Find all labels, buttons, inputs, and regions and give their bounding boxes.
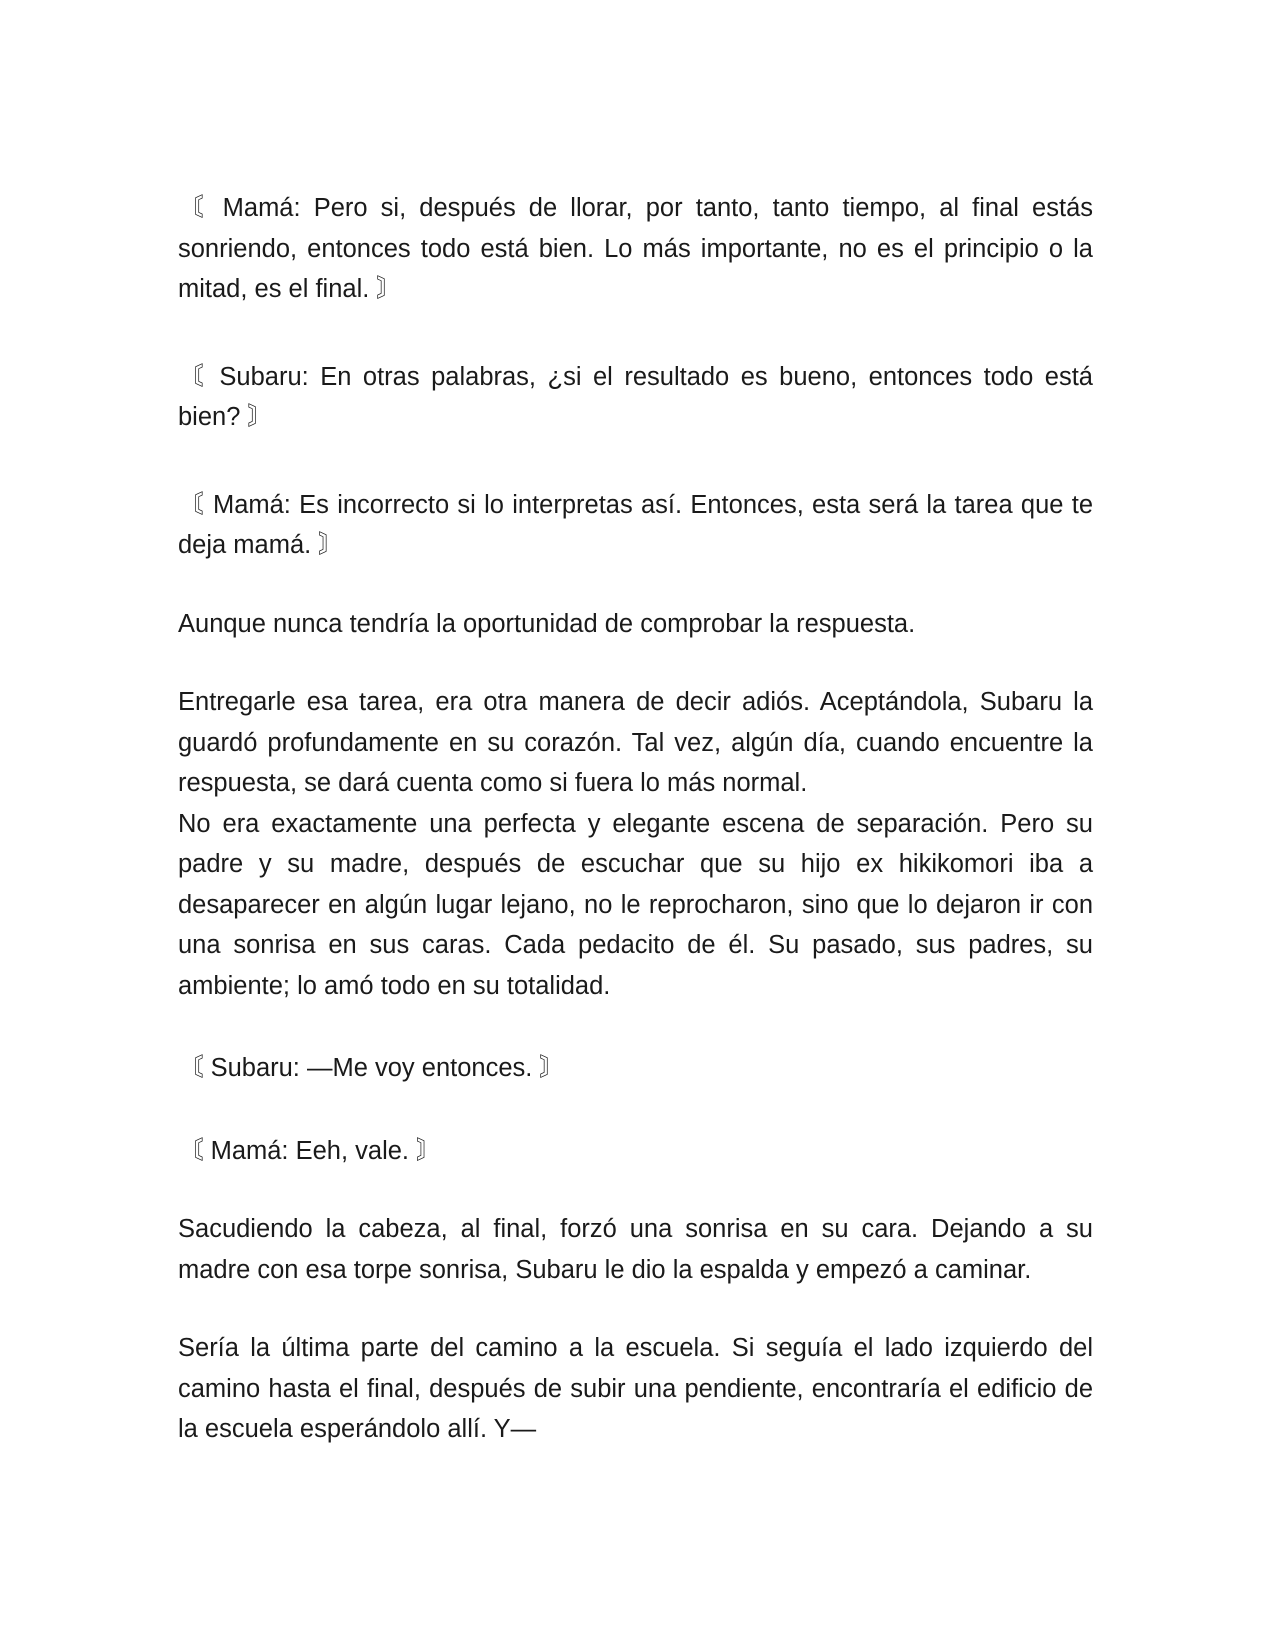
narration-paragraph-3: No era exactamente una perfecta y elegante escena de separación. Pero su padre y su madre, después de escuchar que su hijo ex hikikomori iba a desaparecer en algún lugar lejano, no le reprocharon, sino que lo dejaron ir con una sonrisa en sus caras. Cada pedacito de él. Su pasado, sus padres, su ambiente; lo amó todo en su totalidad. (178, 809, 1093, 1000)
narration-paragraph-2: Entregarle esa tarea, era otra manera de decir adiós. Aceptándola, Subaru la guardó profundamente en su corazón. Tal vez, algún día, cuando encuentre la respuesta, se dará cuenta como si fuera lo más normal. (178, 688, 1093, 797)
dialogue-mama-1: 〘 Mamá: Pero si, después de llorar, por tanto, tanto tiempo, al final estás sonriendo, entonces todo está bien. Lo más importante, no es el principio o la mitad, es el final. 〙 (178, 194, 1093, 303)
dialogue-subaru-1: 〘 Subaru: En otras palabras, ¿si el resultado es bueno, entonces todo está bien? 〙 (178, 362, 1093, 431)
narration-paragraph-5: Sería la última parte del camino a la escuela. Si seguía el lado izquierdo del camino hasta el final, después de subir una pendiente, encontraría el edificio de la escuela esperándolo allí. Y— (178, 1334, 1093, 1443)
dialogue-mama-3: 〘 Mamá: Eeh, vale. 〙 (178, 1136, 442, 1165)
document-page (178, 188, 1093, 1450)
dialogue-subaru-2: 〘 Subaru: —Me voy entonces. 〙 (178, 1054, 565, 1082)
dialogue-mama-2: 〘 Mamá: Es incorrecto si lo interpretas así. Entonces, esta será la tarea que te deja mamá. 〙 (178, 490, 1093, 559)
narration-paragraph-1: Aunque nunca tendría la oportunidad de comprobar la respuesta. (178, 609, 916, 638)
narration-paragraph-4: Sacudiendo la cabeza, al final, forzó una sonrisa en su cara. Dejando a su madre con esa torpe sonrisa, Subaru le dio la espalda y empezó a caminar. (178, 1215, 1093, 1284)
